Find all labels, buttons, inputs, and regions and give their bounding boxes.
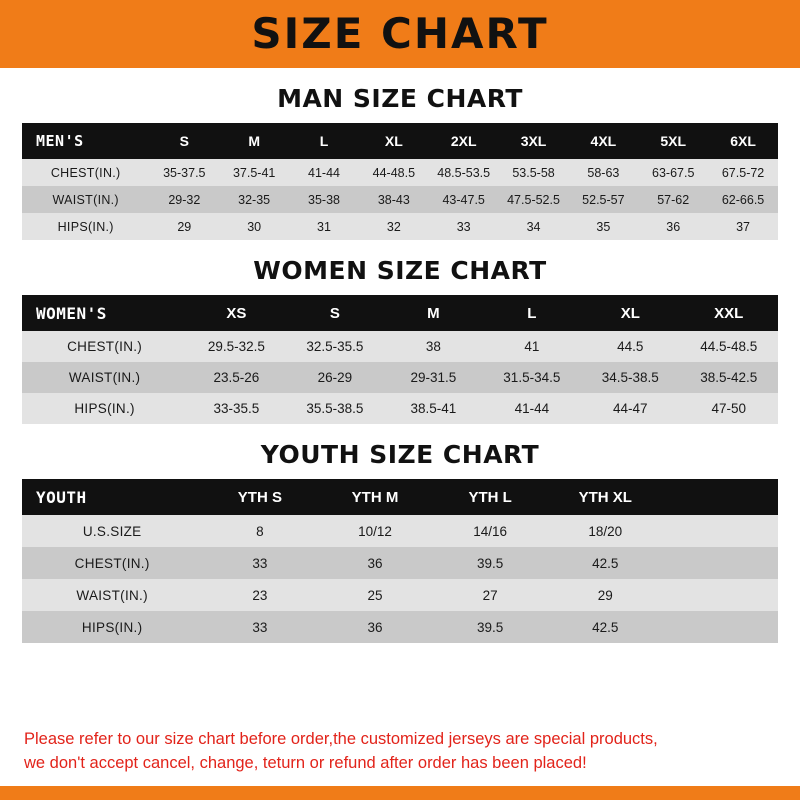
women-header-xxl: XXL: [680, 295, 778, 331]
cell: 62-66.5: [708, 186, 778, 213]
cell: 30: [219, 213, 289, 240]
cell: 43-47.5: [429, 186, 499, 213]
row-label: CHEST(IN.): [22, 547, 202, 579]
cell: 36: [638, 213, 708, 240]
cell: 33: [429, 213, 499, 240]
cell: 47-50: [680, 393, 778, 424]
women-header-m: M: [384, 295, 482, 331]
footer-banner: [0, 786, 800, 800]
cell: 18/20: [548, 515, 663, 547]
cell: [663, 515, 778, 547]
cell: 33-35.5: [187, 393, 285, 424]
cell: 44.5: [581, 331, 679, 362]
cell: [663, 547, 778, 579]
youth-header-blank: [663, 479, 778, 515]
table-row: [22, 515, 778, 547]
youth-size-table: [22, 479, 778, 643]
cell: [663, 579, 778, 611]
cell: 47.5-52.5: [499, 186, 569, 213]
cell: 26-29: [286, 362, 384, 393]
men-header-label: MEN'S: [22, 123, 149, 159]
cell: 33: [202, 547, 317, 579]
men-table-body: [22, 159, 778, 240]
women-header-label: WOMEN'S: [22, 295, 187, 331]
women-table-body: [22, 331, 778, 424]
cell: 39.5: [433, 611, 548, 643]
women-header-xl: XL: [581, 295, 679, 331]
row-label: U.S.SIZE: [22, 515, 202, 547]
cell: 34: [499, 213, 569, 240]
men-header-4xl: 4XL: [568, 123, 638, 159]
men-header-5xl: 5XL: [638, 123, 708, 159]
men-table-head: [22, 123, 778, 159]
cell: 14/16: [433, 515, 548, 547]
cell: 32.5-35.5: [286, 331, 384, 362]
row-label: CHEST(IN.): [22, 159, 149, 186]
women-header-s: S: [286, 295, 384, 331]
section-title-women: WOMEN SIZE CHART: [253, 256, 547, 285]
men-header-xl: XL: [359, 123, 429, 159]
page-title: SIZE CHART: [251, 9, 549, 58]
men-header-2xl: 2XL: [429, 123, 499, 159]
cell: 29-31.5: [384, 362, 482, 393]
cell: 29-32: [149, 186, 219, 213]
table-row: [22, 611, 778, 643]
cell: 35-38: [289, 186, 359, 213]
men-header-l: L: [289, 123, 359, 159]
men-size-table: [22, 123, 778, 240]
cell: 37.5-41: [219, 159, 289, 186]
women-header-l: L: [483, 295, 581, 331]
cell: 25: [317, 579, 432, 611]
cell: 52.5-57: [568, 186, 638, 213]
cell: 67.5-72: [708, 159, 778, 186]
youth-header-l: YTH L: [433, 479, 548, 515]
youth-table-head: [22, 479, 778, 515]
table-row: [22, 213, 778, 240]
cell: 32-35: [219, 186, 289, 213]
cell: 41: [483, 331, 581, 362]
row-label: CHEST(IN.): [22, 331, 187, 362]
cell: 33: [202, 611, 317, 643]
cell: 37: [708, 213, 778, 240]
cell: 44.5-48.5: [680, 331, 778, 362]
cell: 23.5-26: [187, 362, 285, 393]
men-header-m: M: [219, 123, 289, 159]
men-header-3xl: 3XL: [499, 123, 569, 159]
cell: 23: [202, 579, 317, 611]
cell: 29: [149, 213, 219, 240]
row-label: HIPS(IN.): [22, 213, 149, 240]
cell: 36: [317, 547, 432, 579]
table-header-row: [22, 295, 778, 331]
cell: 34.5-38.5: [581, 362, 679, 393]
cell: 44-48.5: [359, 159, 429, 186]
cell: 32: [359, 213, 429, 240]
cell: 8: [202, 515, 317, 547]
cell: 42.5: [548, 547, 663, 579]
cell: 27: [433, 579, 548, 611]
row-label: WAIST(IN.): [22, 362, 187, 393]
youth-header-label: YOUTH: [22, 479, 202, 515]
policy-note-line-2: we don't accept cancel, change, teturn or refund after order has been placed!: [24, 754, 587, 773]
cell: 29.5-32.5: [187, 331, 285, 362]
cell: 39.5: [433, 547, 548, 579]
cell: 63-67.5: [638, 159, 708, 186]
cell: 36: [317, 611, 432, 643]
policy-note: [0, 714, 800, 786]
youth-table-body: [22, 515, 778, 643]
table-row: [22, 159, 778, 186]
cell: 35: [568, 213, 638, 240]
table-row: [22, 362, 778, 393]
row-label: WAIST(IN.): [22, 579, 202, 611]
cell: 38.5-42.5: [680, 362, 778, 393]
cell: 57-62: [638, 186, 708, 213]
row-label: WAIST(IN.): [22, 186, 149, 213]
cell: 35-37.5: [149, 159, 219, 186]
row-label: HIPS(IN.): [22, 611, 202, 643]
cell: 10/12: [317, 515, 432, 547]
men-header-6xl: 6XL: [708, 123, 778, 159]
cell: 38-43: [359, 186, 429, 213]
women-table-head: [22, 295, 778, 331]
women-size-table: [22, 295, 778, 424]
section-title-youth: YOUTH SIZE CHART: [260, 440, 540, 469]
table-row: [22, 186, 778, 213]
youth-header-m: YTH M: [317, 479, 432, 515]
chart-content: [0, 68, 800, 714]
cell: 58-63: [568, 159, 638, 186]
cell: [663, 611, 778, 643]
row-label: HIPS(IN.): [22, 393, 187, 424]
cell: 48.5-53.5: [429, 159, 499, 186]
youth-header-s: YTH S: [202, 479, 317, 515]
table-row: [22, 331, 778, 362]
cell: 35.5-38.5: [286, 393, 384, 424]
cell: 42.5: [548, 611, 663, 643]
cell: 31: [289, 213, 359, 240]
section-title-man: MAN SIZE CHART: [277, 84, 523, 113]
cell: 31.5-34.5: [483, 362, 581, 393]
header-banner: [0, 0, 800, 68]
cell: 53.5-58: [499, 159, 569, 186]
cell: 38.5-41: [384, 393, 482, 424]
cell: 41-44: [289, 159, 359, 186]
youth-header-xl: YTH XL: [548, 479, 663, 515]
cell: 44-47: [581, 393, 679, 424]
table-header-row: [22, 479, 778, 515]
table-header-row: [22, 123, 778, 159]
policy-note-line-1: Please refer to our size chart before order,the customized jerseys are special products,: [24, 730, 658, 749]
table-row: [22, 579, 778, 611]
women-header-xs: XS: [187, 295, 285, 331]
men-header-s: S: [149, 123, 219, 159]
cell: 41-44: [483, 393, 581, 424]
cell: 38: [384, 331, 482, 362]
table-row: [22, 393, 778, 424]
cell: 29: [548, 579, 663, 611]
table-row: [22, 547, 778, 579]
